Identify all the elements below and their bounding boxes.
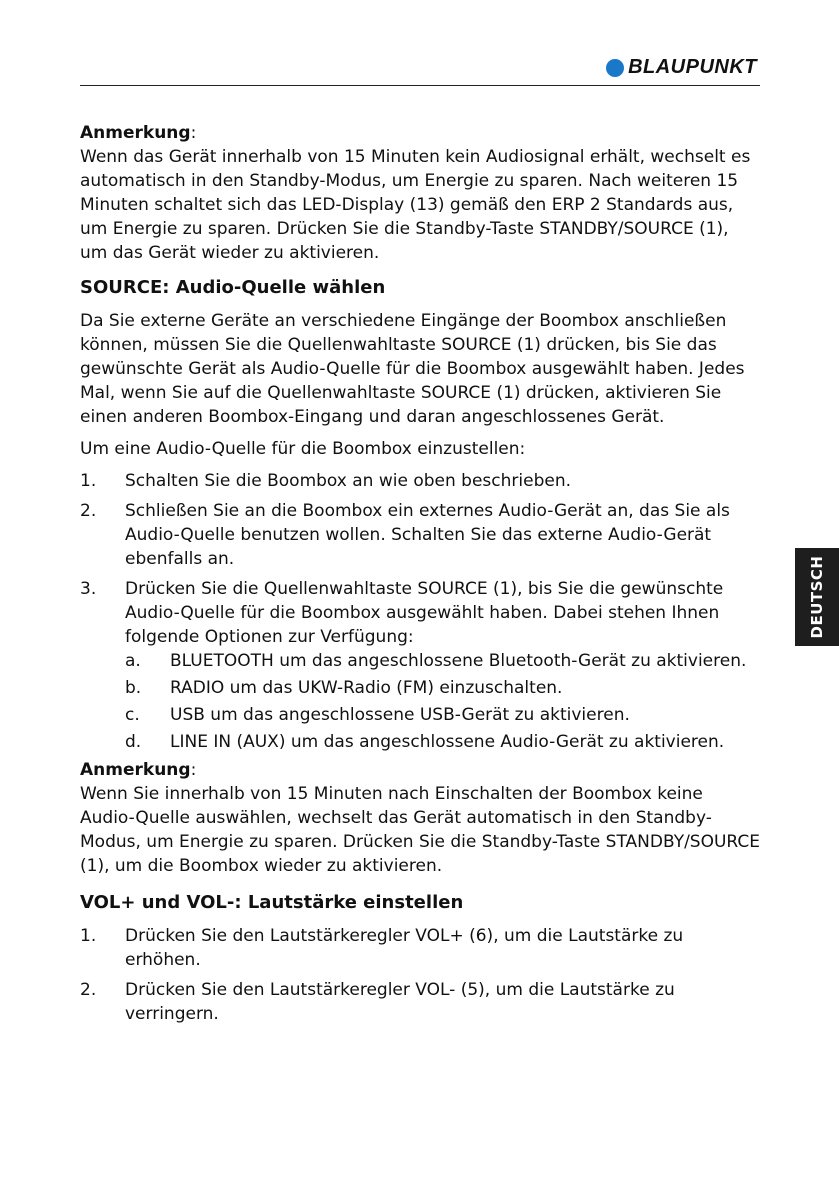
note-2-label: Anmerkung (80, 760, 191, 780)
list-item-text: Drücken Sie den Lautstärkeregler VOL+ (6), um die Lautstärke zu erhöhen. (125, 926, 684, 970)
sub-list-item-letter: d. (125, 732, 142, 752)
language-tab (795, 548, 839, 646)
note-1-text: Wenn das Gerät innerhalb von 15 Minuten kein Audiosignal erhält, wechselt es automatisch in den Standby-Modus, um Energie zu sparen. Nach weiteren 15 Minuten schaltet sich das LED-Display (13) gemäß den ERP 2 Standards aus, um Energie zu sparen. Drücken Sie die Standby-Taste STANDBY/SOURCE (1), um das Gerät wieder zu aktivieren. (80, 147, 751, 263)
note-2 (80, 758, 760, 878)
header-divider (80, 85, 760, 86)
note-2-colon: : (190, 760, 197, 780)
list-item (80, 924, 760, 972)
language-tab-label: DEUTSCH (808, 555, 826, 639)
sub-list-item (125, 649, 760, 673)
list-item-number: 1. (80, 471, 97, 491)
list-item-number: 2. (80, 501, 97, 521)
list-item (80, 978, 760, 1026)
sub-list-item (125, 676, 760, 700)
list-item-text: Schalten Sie die Boombox an wie oben beschrieben. (125, 471, 572, 491)
sub-list-item-text: RADIO um das UKW-Radio (FM) einzuschalten. (170, 678, 563, 698)
sub-list-item-text: LINE IN (AUX) um das angeschlossene Audio-Gerät zu aktivieren. (170, 732, 725, 752)
sub-list-item-letter: a. (125, 651, 141, 671)
sub-list-item (125, 703, 760, 727)
brand-dot-icon (606, 59, 624, 77)
list-item-number: 1. (80, 926, 97, 946)
note-1-colon: : (190, 123, 197, 143)
note-1-label: Anmerkung (80, 123, 191, 143)
list-item (80, 469, 760, 493)
sub-list-item-text: USB um das angeschlossene USB-Gerät zu aktivieren. (170, 705, 630, 725)
sub-list-item-letter: b. (125, 678, 142, 698)
sub-list-item (125, 730, 760, 754)
list-item-text: Drücken Sie die Quellenwahltaste SOURCE (1), bis Sie die gewünschte Audio-Quelle für die Boombox ausgewählt haben. Dabei stehen Ihnen folgende Optionen zur Verfügung: (125, 579, 724, 647)
note-1 (80, 121, 760, 265)
note-2-text: Wenn Sie innerhalb von 15 Minuten nach Einschalten der Boombox keine Audio-Quelle auswählen, wechselt das Gerät automatisch in den Standby-Modus, um Energie zu sparen. Drücken Sie die Standby-Taste STANDBY/SOURCE (1), um die Boombox wieder zu aktivieren. (80, 784, 760, 876)
source-lead: Um eine Audio-Quelle für die Boombox einzustellen: (80, 439, 526, 459)
volume-heading: VOL+ und VOL-: Lautstärke einstellen (80, 892, 464, 913)
list-item (80, 577, 760, 649)
source-heading: SOURCE: Audio-Quelle wählen (80, 277, 386, 298)
list-item (80, 499, 760, 571)
sub-list-item-text: BLUETOOTH um das angeschlossene Bluetooth-Gerät zu aktivieren. (170, 651, 747, 671)
brand-name: BLAUPUNKT (628, 56, 757, 78)
source-intro: Da Sie externe Geräte an verschiedene Eingänge der Boombox anschließen können, müssen Sie die Quellenwahltaste SOURCE (1) drücken, bis Sie das gewünschte Gerät als Audio-Quelle für die Boombox ausgewählt haben. Jedes Mal, wenn Sie auf die Quellenwahltaste SOURCE (1) drücken, aktivieren Sie einen anderen Boombox-Eingang und daran angeschlossenes Gerät. (80, 311, 745, 427)
brand-logo (606, 56, 757, 79)
list-item-number: 2. (80, 980, 97, 1000)
list-item-number: 3. (80, 579, 97, 599)
list-item-text: Drücken Sie den Lautstärkeregler VOL- (5), um die Lautstärke zu verringern. (125, 980, 675, 1024)
list-item-text: Schließen Sie an die Boombox ein externes Audio-Gerät an, das Sie als Audio-Quelle benutzen wollen. Schalten Sie das externe Audio-Gerät ebenfalls an. (125, 501, 730, 569)
sub-list-item-letter: c. (125, 705, 140, 725)
page-content (80, 121, 760, 1032)
